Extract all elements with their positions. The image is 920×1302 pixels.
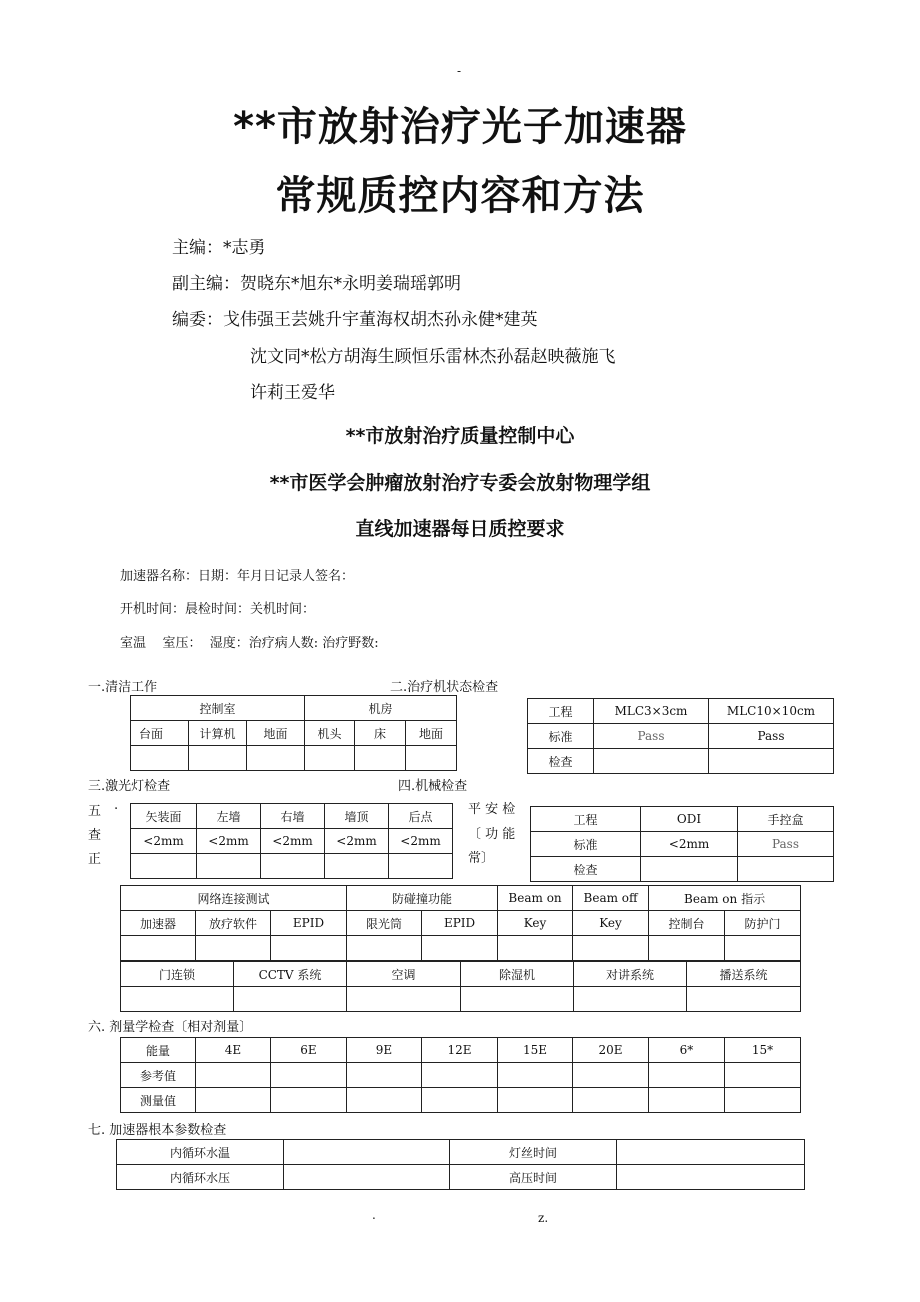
col-header: 矢装面 (131, 804, 197, 829)
info-line-3: 室温 室压： 湿度：治疗病人数: 治疗野数: (120, 636, 379, 651)
col-header: 门连锁 (121, 962, 234, 987)
committee-line-3: 许莉王爱华 (250, 383, 335, 403)
entry-cell[interactable] (738, 857, 834, 882)
param-label: 高压时间 (450, 1165, 617, 1190)
entry-cell[interactable] (234, 987, 347, 1012)
sec5-side-a: 五 (88, 804, 102, 819)
entry-cell[interactable] (355, 746, 406, 771)
dosimetry-table (120, 1037, 801, 1113)
entry-cell[interactable] (649, 936, 725, 961)
energy-header: 4E (196, 1038, 271, 1063)
entry-cell[interactable] (649, 1063, 725, 1088)
group-collision: 防碰撞功能 (347, 886, 498, 911)
sec5-side-d: 正 (88, 852, 102, 867)
sec4-side-b: 〔 功 能 (468, 827, 516, 842)
tolerance-value: <2mm (389, 829, 453, 854)
row-label: 检查 (528, 749, 594, 774)
deputy-editors: 副主编：贺晓东*旭东*永明姜瑞瑶郭明 (172, 274, 461, 294)
entry-cell[interactable] (573, 1063, 649, 1088)
col-header: Key (573, 911, 649, 936)
org-1: **市放射治疗质量控制中心 (345, 425, 575, 447)
entry-cell[interactable] (347, 936, 422, 961)
col-header: 限光筒 (347, 911, 422, 936)
info-line-1: 加速器名称：日期：年月日记录人签名： (120, 569, 355, 584)
entry-cell[interactable] (617, 1140, 805, 1165)
tolerance-value: <2mm (325, 829, 389, 854)
col-header: 地面 (406, 721, 457, 746)
machine-status-table (527, 698, 834, 774)
entry-cell[interactable] (389, 854, 453, 879)
col-header: 后点 (389, 804, 453, 829)
col-header: 播送系统 (687, 962, 801, 987)
title-line-2: 常规质控内容和方法 (275, 173, 645, 219)
footer-left: . (372, 1208, 376, 1222)
header-mark: - (457, 64, 462, 78)
col-header: 控制台 (649, 911, 725, 936)
tolerance-value: <2mm (131, 829, 197, 854)
entry-cell[interactable] (196, 1063, 271, 1088)
sec2-title: 二.治疗机状态检查 (390, 680, 499, 695)
col-header: 对讲系统 (574, 962, 687, 987)
col-header: 防护门 (725, 911, 801, 936)
entry-cell[interactable] (271, 1088, 347, 1113)
entry-cell[interactable] (196, 1088, 271, 1113)
entry-cell[interactable] (347, 1088, 422, 1113)
energy-header: 15* (725, 1038, 801, 1063)
entry-cell[interactable] (498, 936, 573, 961)
entry-cell[interactable] (422, 936, 498, 961)
entry-cell[interactable] (271, 936, 347, 961)
entry-cell[interactable] (406, 746, 457, 771)
col-header: CCTV 系统 (234, 962, 347, 987)
col-header: 能量 (121, 1038, 196, 1063)
entry-cell[interactable] (271, 1063, 347, 1088)
entry-cell[interactable] (573, 1088, 649, 1113)
energy-header: 20E (573, 1038, 649, 1063)
mechanical-table (530, 806, 834, 882)
editor: 主编：*志勇 (172, 238, 266, 258)
col-header: ODI (641, 807, 738, 832)
entry-cell[interactable] (725, 936, 801, 961)
systems-table (120, 961, 801, 1012)
entry-cell[interactable] (261, 854, 325, 879)
safety-table (120, 885, 801, 961)
entry-cell[interactable] (709, 749, 834, 774)
sec5-side-b: . (114, 798, 119, 813)
row-label: 标准 (531, 832, 641, 857)
entry-cell[interactable] (641, 857, 738, 882)
col-header: 工程 (528, 699, 594, 724)
entry-cell[interactable] (725, 1063, 801, 1088)
title-line-1: **市放射治疗光子加速器 (233, 104, 687, 150)
entry-cell[interactable] (189, 746, 247, 771)
entry-cell[interactable] (422, 1063, 498, 1088)
info-line-2: 开机时间：晨检时间：关机时间： (120, 602, 316, 617)
committee-line-2: 沈文同*松方胡海生顾恒乐雷林杰孙磊赵映薇施飞 (250, 347, 616, 367)
col-header: 台面 (131, 721, 189, 746)
group-control-room: 控制室 (131, 696, 305, 721)
col-header: 右墙 (261, 804, 325, 829)
entry-cell[interactable] (247, 746, 305, 771)
entry-cell[interactable] (422, 1088, 498, 1113)
entry-cell[interactable] (461, 987, 574, 1012)
col-header: 机头 (305, 721, 355, 746)
footer-right: z. (538, 1211, 549, 1225)
col-header: 除湿机 (461, 962, 574, 987)
col-header: 手控盒 (738, 807, 834, 832)
entry-cell[interactable] (498, 1063, 573, 1088)
col-header: 床 (355, 721, 406, 746)
entry-cell[interactable] (284, 1140, 450, 1165)
entry-cell[interactable] (196, 936, 271, 961)
sec1-title: 一.清洁工作 (88, 680, 158, 695)
parameter-table (116, 1139, 805, 1190)
entry-cell[interactable] (725, 1088, 801, 1113)
energy-header: 15E (498, 1038, 573, 1063)
beam-on-header: Beam on (498, 886, 573, 911)
entry-cell[interactable] (347, 1063, 422, 1088)
entry-cell[interactable] (131, 854, 197, 879)
entry-cell[interactable] (687, 987, 801, 1012)
sec7-title: 七. 加速器根本参数检查 (88, 1123, 227, 1138)
row-label: 参考值 (121, 1063, 196, 1088)
entry-cell[interactable] (573, 936, 649, 961)
sec4-side-a: 平 安 检 (468, 802, 516, 817)
tolerance-value: <2mm (197, 829, 261, 854)
param-label: 内循环水温 (117, 1140, 284, 1165)
entry-cell[interactable] (574, 987, 687, 1012)
beam-off-header: Beam off (573, 886, 649, 911)
col-header: 地面 (247, 721, 305, 746)
entry-cell[interactable] (305, 746, 355, 771)
energy-header: 12E (422, 1038, 498, 1063)
energy-header: 6E (271, 1038, 347, 1063)
org-2: **市医学会肿瘤放射治疗专委会放射物理学组 (269, 472, 651, 494)
sec4-title: 四.机械检查 (398, 779, 468, 794)
col-header: MLC3×3cm (594, 699, 709, 724)
standard-value: <2mm (641, 832, 738, 857)
col-header: Key (498, 911, 573, 936)
energy-header: 9E (347, 1038, 422, 1063)
group-network-test: 网络连接测试 (121, 886, 347, 911)
entry-cell[interactable] (617, 1165, 805, 1190)
col-header: 工程 (531, 807, 641, 832)
group-machine-room: 机房 (305, 696, 457, 721)
sec4-side-c: 常〕 (468, 851, 495, 866)
beam-on-indicator-header: Beam on 指示 (649, 886, 801, 911)
entry-cell[interactable] (325, 854, 389, 879)
entry-cell[interactable] (284, 1165, 450, 1190)
col-header: 空调 (347, 962, 461, 987)
sec5-side-c: 查 (88, 828, 102, 843)
section-title: 直线加速器每日质控要求 (355, 518, 565, 540)
col-header: 左墙 (197, 804, 261, 829)
entry-cell[interactable] (347, 987, 461, 1012)
sec6-title: 六. 剂量学检查〔相对剂量〕 (88, 1020, 253, 1035)
committee-line-1: 编委：戈伟强王芸姚升宇董海权胡杰孙永健*建英 (172, 310, 538, 330)
sec3-title: 三.激光灯检查 (88, 779, 171, 794)
col-header: MLC10×10cm (709, 699, 834, 724)
col-header: EPID (422, 911, 498, 936)
entry-cell[interactable] (649, 1088, 725, 1113)
entry-cell[interactable] (121, 936, 196, 961)
row-label: 测量值 (121, 1088, 196, 1113)
entry-cell[interactable] (131, 746, 189, 771)
entry-cell[interactable] (594, 749, 709, 774)
tolerance-value: <2mm (261, 829, 325, 854)
standard-value: Pass (709, 724, 834, 749)
row-label: 标准 (528, 724, 594, 749)
param-label: 灯丝时间 (450, 1140, 617, 1165)
row-label: 检查 (531, 857, 641, 882)
entry-cell[interactable] (121, 987, 234, 1012)
standard-value: Pass (594, 724, 709, 749)
energy-header: 6* (649, 1038, 725, 1063)
standard-value: Pass (738, 832, 834, 857)
param-label: 内循环水压 (117, 1165, 284, 1190)
laser-table (130, 803, 453, 879)
col-header: EPID (271, 911, 347, 936)
col-header: 墙顶 (325, 804, 389, 829)
cleaning-table (130, 695, 457, 771)
col-header: 计算机 (189, 721, 247, 746)
entry-cell[interactable] (197, 854, 261, 879)
col-header: 放疗软件 (196, 911, 271, 936)
entry-cell[interactable] (498, 1088, 573, 1113)
col-header: 加速器 (121, 911, 196, 936)
